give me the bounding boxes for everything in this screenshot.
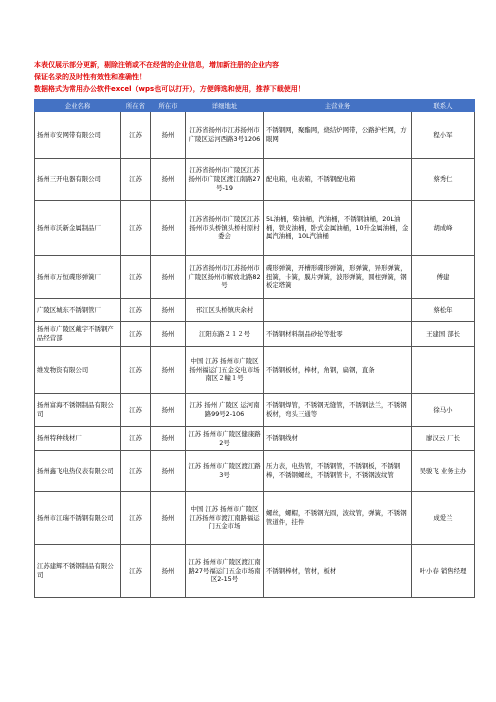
- business-cell: 配电箱，电表箱，不锈钢配电箱: [264, 159, 412, 201]
- address-cell: 江苏 扬州市广陵区渡江南路27号福运门五金市场南区2-15号: [186, 545, 264, 598]
- province-cell: 江苏: [121, 322, 151, 347]
- province-cell: 江苏: [121, 159, 151, 201]
- company-name: 扬州鑫飞电热仪表有限公司: [35, 451, 121, 492]
- company-name: 江苏建辉不锈钢制品有限公司: [35, 545, 121, 598]
- contact-cell: 程小军: [412, 112, 475, 159]
- contact-cell: 吴骏飞 业务主办: [412, 451, 475, 492]
- city-cell: 扬州: [151, 159, 186, 201]
- contact-cell: 廖汉云 厂长: [412, 427, 475, 451]
- province-cell: 江苏: [121, 394, 151, 427]
- business-cell: 螺丝，螺帽，不锈钢光圆，波纹管，弹簧，不锈钢管道件，挂件: [264, 492, 412, 545]
- company-name: 扬州市广陵区戴宇不锈钢产品经营部: [35, 322, 121, 347]
- table-row: [35, 492, 475, 545]
- company-name: 扬州富海不锈钢制品有限公司: [35, 394, 121, 427]
- contact-cell: 蔡秀仁: [412, 159, 475, 201]
- address-cell: 江苏省扬州市江苏扬州市广陵区扬州市解放北路82号: [186, 256, 264, 299]
- table-row: [35, 201, 475, 256]
- city-cell: 扬州: [151, 256, 186, 299]
- contact-cell: 傅建: [412, 256, 475, 299]
- city-cell: 扬州: [151, 112, 186, 159]
- province-cell: 江苏: [121, 112, 151, 159]
- city-cell: 扬州: [151, 322, 186, 347]
- city-cell: 扬州: [151, 201, 186, 256]
- table-row: [35, 322, 475, 347]
- city-cell: 扬州: [151, 347, 186, 394]
- company-name: 扬州市沃新金属制品厂: [35, 201, 121, 256]
- province-cell: 江苏: [121, 545, 151, 598]
- city-cell: 扬州: [151, 451, 186, 492]
- company-name: 扬州市万恒碟形弹簧厂: [35, 256, 121, 299]
- column-header-address: 详细地址: [186, 100, 264, 112]
- table-row: [35, 256, 475, 299]
- column-header-company: 企业名称: [35, 100, 121, 112]
- business-cell: 不锈钢焊管，不锈钢无缝管，不锈钢法兰，不锈钢板材，弯头三通等: [264, 394, 412, 427]
- company-name: 扬州市江瑞不锈钢有限公司: [35, 492, 121, 545]
- address-cell: 江阳东路２１２号: [186, 322, 264, 347]
- table-row: [35, 451, 475, 492]
- contact-cell: 叶小春 销售经理: [412, 545, 475, 598]
- address-cell: 江苏省扬州市广陵区江苏扬州市头桥镇头桥村原村委会: [186, 201, 264, 256]
- business-cell: 不锈钢网，聚酯网，烧结炉网带，公路护栏网，方眼网: [264, 112, 412, 159]
- company-table: [34, 99, 475, 598]
- business-cell: 5L油桶，柴油桶，汽油桶，不锈钢油桶，20L油桶，铁皮油桶，卧式金属油桶，10升金属油桶，金属汽油桶，10L汽油桶: [264, 201, 412, 256]
- contact-cell: [412, 347, 475, 394]
- column-header-business: 主营业务: [264, 100, 412, 112]
- contact-cell: 蔡松年: [412, 299, 475, 322]
- notice-line: 保证名录的及时性有效性和准确性！: [34, 73, 146, 82]
- company-name: 广陵区城东不锈钢管厂: [35, 299, 121, 322]
- contact-cell: 徐马小: [412, 394, 475, 427]
- business-cell: 压力表，电热管，不锈钢管，不锈钢板，不锈钢棒，不锈钢螺丝，不锈钢管卡，不锈钢波纹管: [264, 451, 412, 492]
- business-cell: 不锈钢棒材，管材，板材: [264, 545, 412, 598]
- contact-cell: 王建国 部长: [412, 322, 475, 347]
- table-row: [35, 394, 475, 427]
- address-cell: 中国 江苏 扬州市广陵区 江苏扬州市渡江南路福运门五金市场: [186, 492, 264, 545]
- company-name: 扬州三开电器有限公司: [35, 159, 121, 201]
- business-cell: 不锈钢材料制品砂轮等批零: [264, 322, 412, 347]
- address-cell: 江苏省扬州市江苏扬州市广陵区运河西路3号1206: [186, 112, 264, 159]
- province-cell: 江苏: [121, 347, 151, 394]
- city-cell: 扬州: [151, 545, 186, 598]
- column-header-contact: 联系人: [412, 100, 475, 112]
- contact-cell: 成爱兰: [412, 492, 475, 545]
- business-cell: 不锈钢板材，棒材，角钢，扁钢，直条: [264, 347, 412, 394]
- city-cell: 扬州: [151, 427, 186, 451]
- notice-block: [34, 59, 474, 96]
- address-cell: 江苏省扬州市广陵区江苏扬州市广陵区渡江南路27号-19: [186, 159, 264, 201]
- city-cell: 扬州: [151, 299, 186, 322]
- city-cell: 扬州: [151, 492, 186, 545]
- table-row: [35, 347, 475, 394]
- table-row: [35, 427, 475, 451]
- column-header-province: 所在省: [121, 100, 151, 112]
- company-name: 扬州市安网带有限公司: [35, 112, 121, 159]
- contact-cell: 胡成峰: [412, 201, 475, 256]
- province-cell: 江苏: [121, 256, 151, 299]
- column-header-city: 所在市: [151, 100, 186, 112]
- address-cell: 中国 江苏 扬州市广陵区 扬州福运门五金交电市场南区２幢１号: [186, 347, 264, 394]
- notice-line: 本表仅展示部分更新，剔除注销或不在经营的企业信息，增加新注册的企业内容: [34, 61, 279, 69]
- province-cell: 江苏: [121, 299, 151, 322]
- business-cell: 碟形弹簧，开槽形碟形弹簧，形弹簧，异形弹簧，扭簧，卡簧，膜片弹簧，波形弹簧，圆柱弹簧，钢板定塔簧: [264, 256, 412, 299]
- table-header-row: [35, 100, 475, 112]
- province-cell: 江苏: [121, 451, 151, 492]
- address-cell: 江苏 扬州市广陵区渡江路3号: [186, 451, 264, 492]
- company-name: 维发物资有限公司: [35, 347, 121, 394]
- company-name: 扬州特种线材厂: [35, 427, 121, 451]
- business-cell: 不锈钢线材: [264, 427, 412, 451]
- table-row: [35, 545, 475, 598]
- address-cell: 邗江区头桥镇庆余村: [186, 299, 264, 322]
- province-cell: 江苏: [121, 492, 151, 545]
- province-cell: 江苏: [121, 427, 151, 451]
- address-cell: 江苏 扬州市广陵区健康路2号: [186, 427, 264, 451]
- table-row: [35, 299, 475, 322]
- business-cell: [264, 299, 412, 322]
- province-cell: 江苏: [121, 201, 151, 256]
- address-cell: 江苏 扬州 广陵区 运河南路99号2-106: [186, 394, 264, 427]
- city-cell: 扬州: [151, 394, 186, 427]
- notice-line: 数据格式为常用办公软件excel（wps也可以打开），方便筛选和使用，推荐下载使用！: [34, 85, 305, 94]
- table-row: [35, 159, 475, 201]
- table-row: [35, 112, 475, 159]
